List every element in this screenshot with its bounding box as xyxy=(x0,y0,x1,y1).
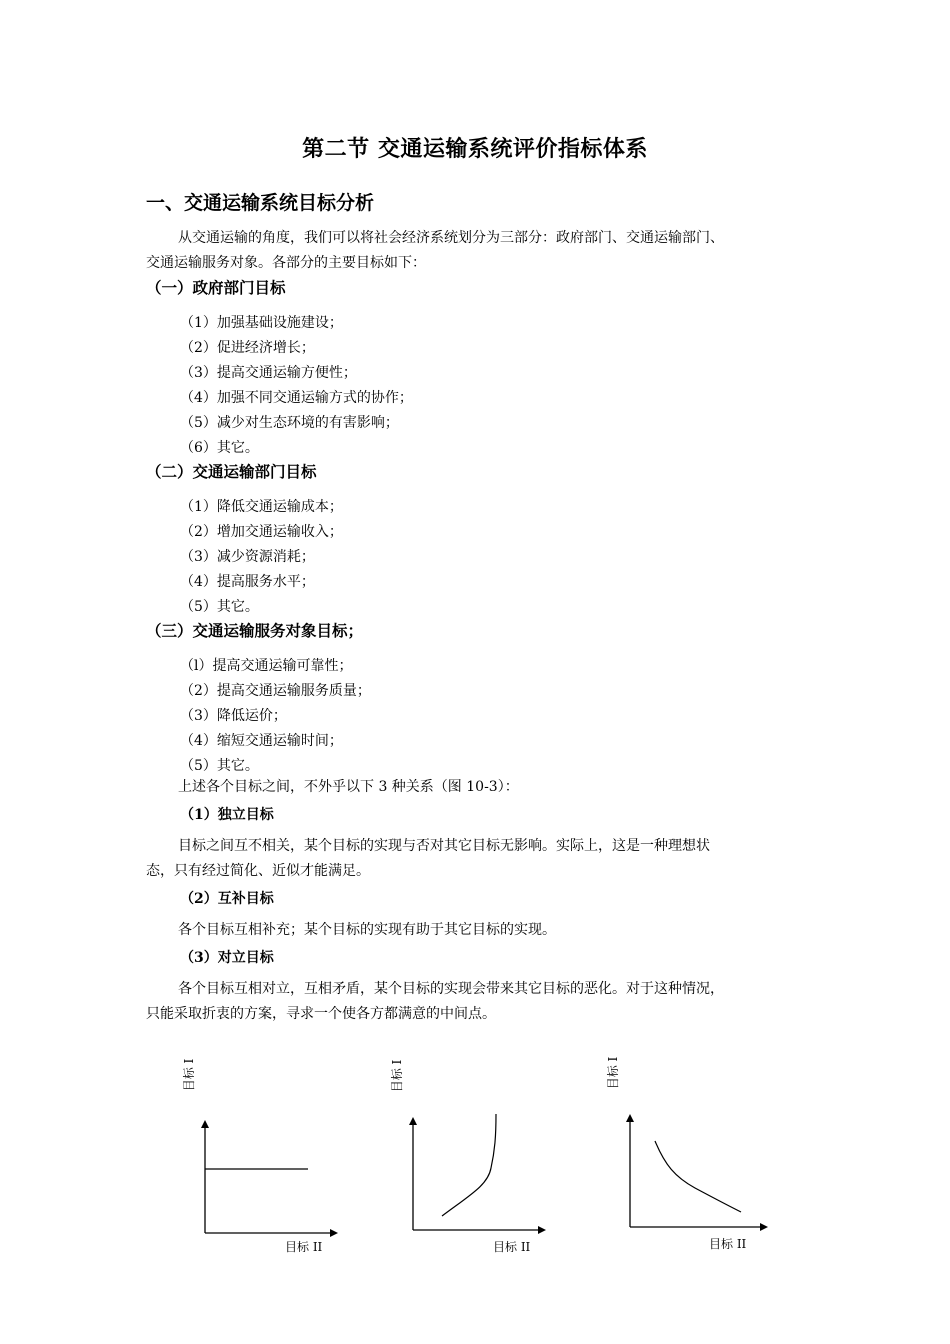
diagram-opposing xyxy=(605,1056,764,1251)
diagram-xlabel: 目标 II xyxy=(709,1237,747,1251)
diagram-ylabel: 目标 I xyxy=(606,1056,620,1090)
list-item: （6）其它。 xyxy=(180,440,259,456)
list-item: （4）加强不同交通运输方式的协作； xyxy=(180,390,413,406)
list-item: （3）降低运价； xyxy=(180,708,287,724)
relation-text: 各个目标互相对立，互相矛盾，某个目标的实现会带来其它目标的恶化。对于这种情况， xyxy=(178,981,724,997)
figure-goal-relations xyxy=(0,1040,950,1270)
list-item: （2）提高交通运输服务质量； xyxy=(180,683,371,699)
list-item: （2）增加交通运输收入； xyxy=(180,524,343,540)
list-item: （1）加强基础设施建设； xyxy=(180,315,343,331)
intro-line-1: 从交通运输的角度，我们可以将社会经济系统划分为三部分：政府部门、交通运输部门、 xyxy=(178,230,724,246)
list-item: （1）降低交通运输成本； xyxy=(180,499,343,515)
group-heading-service-objects: （三）交通运输服务对象目标； xyxy=(146,622,364,640)
list-item: （l）提高交通运输可靠性； xyxy=(180,658,353,674)
diagram-independent xyxy=(181,1058,334,1254)
curve-rising xyxy=(442,1114,496,1216)
relation-text: 只能采取折衷的方案，寻求一个使各方都满意的中间点。 xyxy=(146,1006,496,1022)
list-item: （2）促进经济增长； xyxy=(180,340,315,356)
curve-falling xyxy=(655,1141,741,1212)
list-item: （4）提高服务水平； xyxy=(180,574,315,590)
intro-line-2: 交通运输服务对象。各部分的主要目标如下： xyxy=(146,255,426,271)
list-item: （5）其它。 xyxy=(180,758,259,774)
list-item: （5）减少对生态环境的有害影响； xyxy=(180,415,399,431)
list-item: （3）减少资源消耗； xyxy=(180,549,315,565)
list-item: （3）提高交通运输方便性； xyxy=(180,365,357,381)
page-title: 第二节 交通运输系统评价指标体系 xyxy=(302,136,648,162)
relations-intro: 上述各个目标之间，不外乎以下 3 种关系（图 10-3）： xyxy=(178,779,519,795)
diagram-xlabel: 目标 II xyxy=(493,1240,531,1254)
section-heading: 一、交通运输系统目标分析 xyxy=(146,192,375,214)
diagram-ylabel: 目标 I xyxy=(182,1058,196,1092)
relation-text: 各个目标互相补充；某个目标的实现有助于其它目标的实现。 xyxy=(178,922,556,938)
diagram-complementary xyxy=(389,1059,542,1254)
group-heading-government: （一）政府部门目标 xyxy=(146,279,286,297)
relation-label-independent: （1）独立目标 xyxy=(180,807,274,823)
diagram-xlabel: 目标 II xyxy=(285,1240,323,1254)
relation-label-opposing: （3）对立目标 xyxy=(180,950,274,966)
list-item: （4）缩短交通运输时间； xyxy=(180,733,343,749)
diagram-ylabel: 目标 I xyxy=(390,1059,404,1093)
relation-text: 目标之间互不相关，某个目标的实现与否对其它目标无影响。实际上，这是一种理想状 xyxy=(178,838,710,854)
list-item: （5）其它。 xyxy=(180,599,259,615)
relation-text: 态，只有经过简化、近似才能满足。 xyxy=(146,863,370,879)
group-heading-transport-dept: （二）交通运输部门目标 xyxy=(146,463,317,481)
relation-label-complementary: （2）互补目标 xyxy=(180,891,274,907)
